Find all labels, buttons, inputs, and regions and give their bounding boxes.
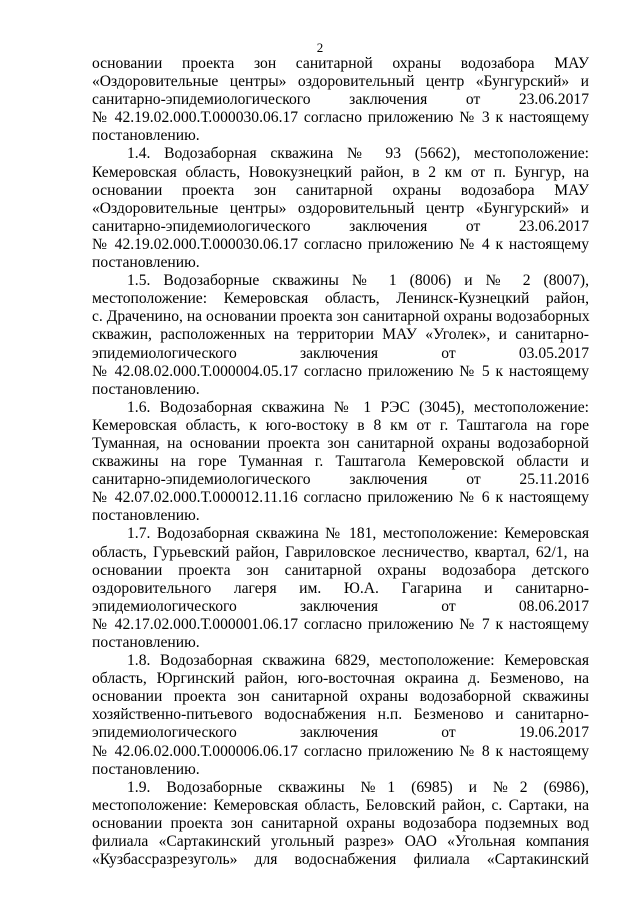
text-line: «Кузбассразрезуголь» для водоснабжения филиала «Сартакинский [92, 851, 589, 869]
text-line: с. Драченино, на основании проекта зон санитарной охраны водозаборных [92, 308, 590, 326]
text-line: область, Гурьевский район, Гавриловское лесничество, квартал, 62/1, на [92, 543, 589, 561]
text-line: санитарно-эпидемиологического заключения от 25.11.2016 [92, 471, 589, 489]
text-line: оздоровительного лагеря им. Ю.А. Гагарина и санитарно- [92, 579, 589, 597]
text-line: основании проекта зон санитарной охраны водозабора МАУ [92, 181, 589, 199]
text-line: постановлению. [92, 760, 200, 778]
text-line: № 42.19.02.000.Т.000030.06.17 согласно приложению № 3 к настоящему [92, 109, 589, 127]
text-line: Кемеровская область, к юго-востоку в 8 км от г. Таштагола на горе [92, 416, 589, 434]
text-line: 1.6. Водозаборная скважина № 1 РЭС (3045), местоположение: [127, 398, 589, 416]
text-line: основании проекта зон санитарной охраны водозаборной скважины [92, 688, 589, 706]
text-line: эпидемиологического заключения от 19.06.2017 [92, 724, 589, 742]
text-line: местоположение: Кемеровская область, Ленинск-Кузнецкий район, [92, 290, 589, 308]
text-line: эпидемиологического заключения от 03.05.2017 [92, 344, 589, 362]
text-line: санитарно-эпидемиологического заключения от 23.06.2017 [92, 91, 589, 109]
text-line: основании проекта зон санитарной охраны водозабора подземных вод [92, 814, 589, 832]
text-line: хозяйственно-питьевого водоснабжения н.п. Безменово и санитарно- [92, 706, 589, 724]
text-line: филиала «Сартакинский угольный разрез» ОАО «Угольная компания [92, 833, 589, 851]
text-line: 1.7. Водозаборная скважина № 181, местоположение: Кемеровская [127, 525, 589, 543]
text-line: постановлению. [92, 634, 200, 651]
text-line: 1.8. Водозаборная скважина 6829, местоположение: Кемеровская [127, 652, 589, 670]
document-body [92, 55, 589, 869]
text-line: скважин, расположенных на территории МАУ «Уголек», и санитарно- [92, 326, 589, 344]
text-line: область, Юргинский район, юго-восточная окраина д. Безменово, на [92, 670, 589, 688]
paragraph [92, 779, 589, 869]
text-line: «Оздоровительные центры» оздоровительный центр «Бунгурский» и [92, 199, 589, 217]
paragraph [92, 399, 589, 526]
text-line: 1.4. Водозаборная скважина № 93 (5662), местоположение: [127, 145, 589, 163]
text-line: постановлению. [92, 380, 200, 398]
text-line: Туманная, на основании проекта зон санитарной охраны водозаборной [92, 434, 589, 452]
text-line: постановлению. [92, 254, 200, 272]
text-line: скважины на горе Туманная г. Таштагола Кемеровской области и [92, 453, 589, 471]
text-line: № 42.06.02.000.Т.000006.06.17 согласно приложению № 8 к настоящему [92, 742, 589, 760]
paragraph [92, 145, 589, 272]
text-line: № 42.19.02.000.Т.000030.06.17 согласно приложению № 4 к настоящему [92, 235, 589, 253]
text-line: № 42.17.02.000.Т.000001.06.17 согласно приложению № 7 к настоящему [92, 615, 589, 633]
paragraph [92, 525, 589, 652]
text-line: санитарно-эпидемиологического заключения от 23.06.2017 [92, 217, 589, 235]
page-number: 2 [316, 40, 324, 55]
text-line: основании проекта зон санитарной охраны водозабора МАУ [92, 55, 589, 72]
text-line: эпидемиологического заключения от 08.06.2017 [92, 597, 589, 615]
text-line: № 42.08.02.000.Т.000004.05.17 согласно приложению № 5 к настоящему [92, 362, 589, 380]
text-line: Кемеровская область, Новокузнецкий район, в 2 км от п. Бунгур, на [92, 163, 589, 181]
text-line: «Оздоровительные центры» оздоровительный центр «Бунгурский» и [92, 73, 589, 91]
paragraph [92, 652, 589, 779]
text-line: 1.9. Водозаборные скважины №1 (6985) и №2 (6986), [127, 778, 589, 796]
text-line: постановлению. [92, 507, 200, 525]
paragraph [92, 55, 589, 145]
text-line: № 42.07.02.000.Т.000012.11.16 согласно приложению № 6 к настоящему [92, 489, 589, 507]
text-line: 1.5. Водозаборные скважины № 1 (8006) и № 2 (8007), [127, 272, 589, 290]
text-line: местоположение: Кемеровская область, Беловский район, с. Сартаки, на [92, 796, 589, 814]
text-line: постановлению. [92, 127, 200, 145]
text-line: основании проекта зон санитарной охраны водозабора детского [92, 561, 589, 579]
paragraph [92, 272, 589, 399]
